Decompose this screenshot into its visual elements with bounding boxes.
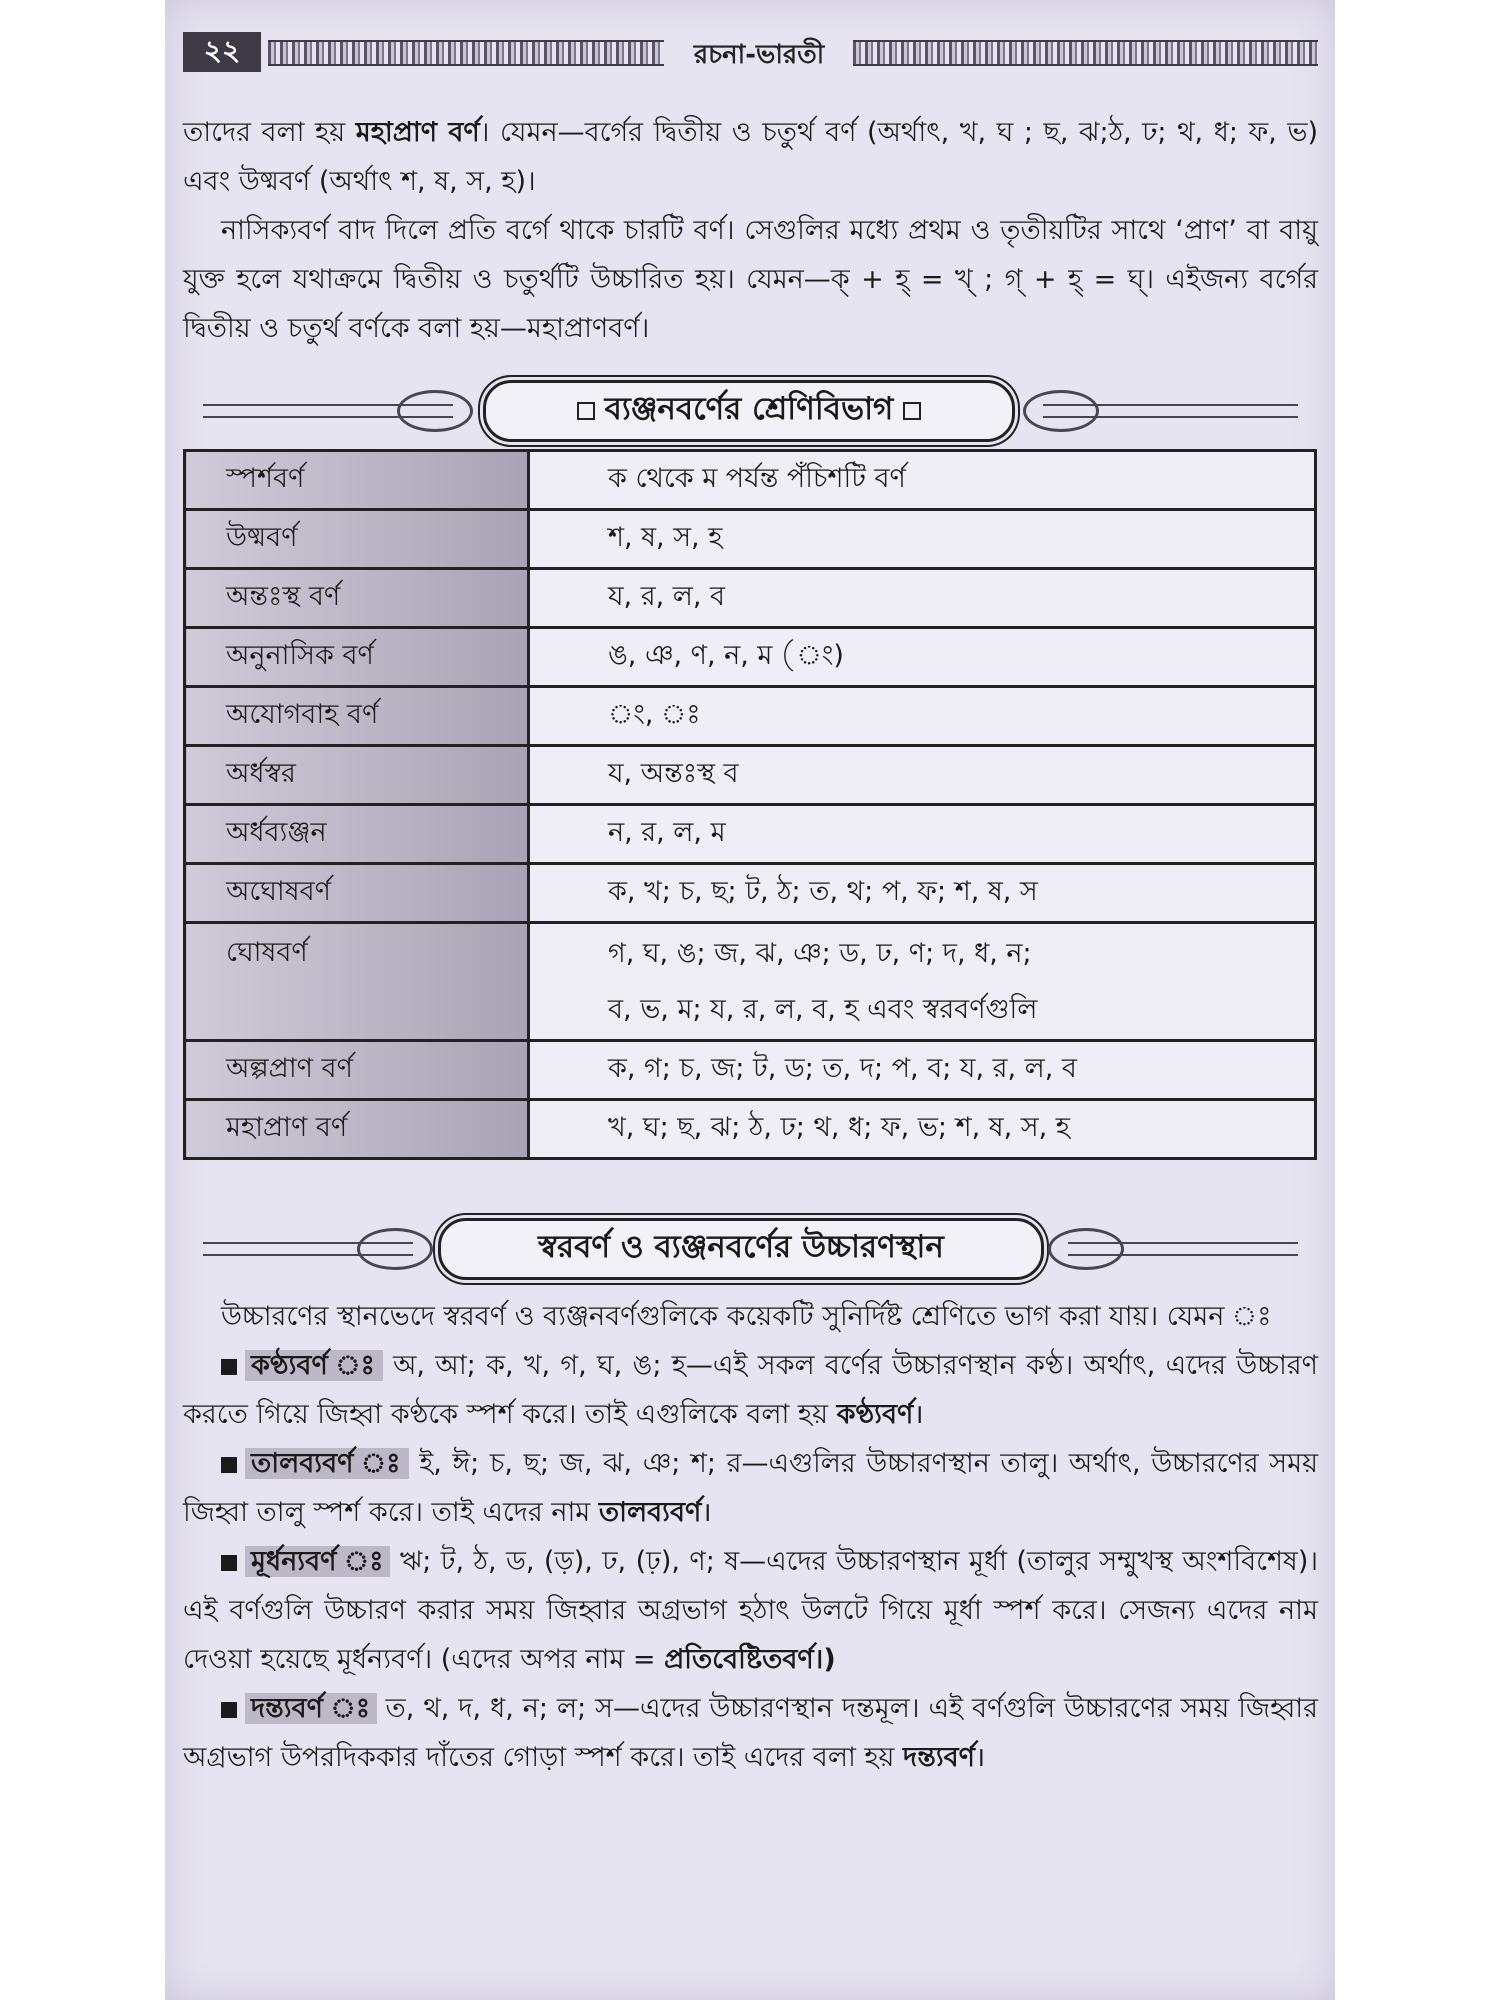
table-row — [185, 628, 1316, 687]
letters-cell: শ, ষ, স, হ — [529, 510, 1316, 569]
table-row — [185, 687, 1316, 746]
ornament-swirl-left — [203, 1242, 413, 1256]
page-header — [183, 28, 1318, 76]
letters-cell: য, র, ল, ব — [529, 569, 1316, 628]
class-name-cell: উষ্মবর্ণ — [185, 510, 529, 569]
section-heading-articulation — [183, 1216, 1318, 1280]
talabya-label: তালব্যবর্ণ ঃ — [245, 1448, 409, 1479]
letters-cell: য, অন্তঃস্থ ব — [529, 746, 1316, 805]
section-title: স্বরবর্ণ ও ব্যঞ্জনবর্ণের উচ্চারণস্থান — [538, 1229, 944, 1265]
murdhanya-paragraph: মূর্ধন্যবর্ণ ঃ ঋ; ট, ঠ, ড, (ড়), ঢ, (ঢ়), ণ; ষ—এদের উচ্চারণস্থান মূর্ধা (তালুর সম্মুখস্থ অংশবিশেষ)। এই বর্ণগুলি উচ্চারণ করার সময় জিহ্বার অগ্রভাগ হঠাৎ উলটে গিয়ে মূর্ধা স্পর্শ করে। সেজন্য এদের নাম দেওয়া হয়েছে মূর্ধন্যবর্ণ। (এদের অপর নাম = প্রতিবেষ্টিতবর্ণ।) — [183, 1546, 1319, 1675]
square-bullet-icon — [221, 1702, 237, 1718]
class-name-cell: মহাপ্রাণ বর্ণ — [185, 1100, 529, 1159]
letters-line: গ, ঘ, ঙ; জ, ঝ, ঞ; ড, ঢ, ণ; দ, ধ, ন; — [608, 937, 1032, 969]
intro-paragraph-1: তাদের বলা হয় মহাপ্রাণ বর্ণ। যেমন—বর্গের দ্বিতীয় ও চতুর্থ বর্ণ (অর্থাৎ, খ, ঘ ; ছ, ঝ;ঠ, ঢ; থ, ধ; ফ, ভ) এবং উষ্মবর্ণ (অর্থাৎ শ, ষ, স, হ)। — [183, 117, 1318, 197]
class-name-cell: অর্ধস্বর — [185, 746, 529, 805]
letters-cell: ঙ, ঞ, ণ, ন, ম (ং) — [529, 628, 1316, 687]
square-bullet-icon — [221, 1457, 237, 1473]
header-ornament-left — [268, 40, 664, 66]
header-ornament-right — [853, 40, 1318, 66]
kanthya-label: কণ্ঠ্যবর্ণ ঃ — [245, 1350, 383, 1381]
class-name-cell: ঘোষবর্ণ — [185, 923, 529, 1041]
square-bullet-icon — [577, 402, 595, 420]
murdhanya-label: মূর্ধন্যবর্ণ ঃ — [245, 1546, 390, 1577]
class-name-cell: স্পর্শবর্ণ — [185, 451, 529, 510]
square-bullet-icon — [221, 1555, 237, 1571]
letters-cell — [529, 923, 1316, 1041]
table-row — [185, 569, 1316, 628]
table-row — [185, 864, 1316, 923]
class-name-cell: অর্ধব্যঞ্জন — [185, 805, 529, 864]
square-bullet-icon — [903, 402, 921, 420]
class-name-cell: অন্তঃস্থ বর্ণ — [185, 569, 529, 628]
talabya-paragraph: তালব্যবর্ণ ঃ ই, ঈ; চ, ছ; জ, ঝ, ঞ; শ; র—এগুলির উচ্চারণস্থান তালু। অর্থাৎ, উচ্চারণের সময় জিহ্বা তালু স্পর্শ করে। তাই এদের নাম তালব্যবর্ণ। — [183, 1448, 1319, 1528]
class-name-cell: অল্পপ্রাণ বর্ণ — [185, 1041, 529, 1100]
class-name-cell: অনুনাসিক বর্ণ — [185, 628, 529, 687]
intro-text — [183, 108, 1318, 353]
book-title: রচনা-ভারতী — [693, 40, 825, 70]
table-row — [185, 1041, 1316, 1100]
letters-line: ব, ভ, ম; য, র, ল, ব, হ এবং স্বরবর্ণগুলি — [608, 993, 1038, 1025]
table-row — [185, 805, 1316, 864]
articulation-text — [183, 1292, 1318, 1782]
section-title: ব্যঞ্জনবর্ণের শ্রেণিবিভাগ — [604, 391, 894, 427]
section-heading-classification — [183, 378, 1318, 442]
letters-cell: ন, র, ল, ম — [529, 805, 1316, 864]
table-row — [185, 746, 1316, 805]
letters-cell: ক, গ; চ, জ; ট, ড; ত, দ; প, ব; য, র, ল, ব — [529, 1041, 1316, 1100]
class-name-cell: অযোগবাহ বর্ণ — [185, 687, 529, 746]
ornament-swirl-right — [1043, 404, 1298, 418]
letters-cell: খ, ঘ; ছ, ঝ; ঠ, ঢ; থ, ধ; ফ, ভ; শ, ষ, স, হ — [529, 1100, 1316, 1159]
intro-paragraph-2: নাসিক্যবর্ণ বাদ দিলে প্রতি বর্গে থাকে চারটি বর্ণ। সেগুলির মধ্যে প্রথম ও তৃতীয়টির সাথে ‘প্রাণ’ বা বায়ু যুক্ত হলে যথাক্রমে দ্বিতীয় ও চতুর্থটি উচ্চারিত হয়। যেমন—ক্ + হ্ = খ্ ; গ্ + হ্ = ঘ্। এইজন্য বর্গের দ্বিতীয় ও চতুর্থ বর্ণকে বলা হয়—মহাপ্রাণবর্ণ। — [183, 215, 1318, 344]
kanthya-paragraph: কণ্ঠ্যবর্ণ ঃ অ, আ; ক, খ, গ, ঘ, ঙ; হ—এই সকল বর্ণের উচ্চারণস্থান কণ্ঠ। অর্থাৎ, এদের উচ্চারণ করতে গিয়ে জিহ্বা কণ্ঠকে স্পর্শ করে। তাই এগুলিকে বলা হয় কণ্ঠ্যবর্ণ। — [183, 1350, 1318, 1430]
square-bullet-icon — [221, 1359, 237, 1375]
table-row — [185, 923, 1316, 1041]
letters-cell: ং, ঃ — [529, 687, 1316, 746]
table-row — [185, 1100, 1316, 1159]
letters-cell: ক, খ; চ, ছ; ট, ঠ; ত, থ; প, ফ; শ, ষ, স — [529, 864, 1316, 923]
letters-cell: ক থেকে ম পর্যন্ত পঁচিশটি বর্ণ — [529, 451, 1316, 510]
ornament-swirl-right — [1068, 1242, 1298, 1256]
book-page — [165, 0, 1335, 2000]
term-mahaprana: মহাপ্রাণ বর্ণ — [355, 117, 480, 148]
table-row — [185, 510, 1316, 569]
table-row — [185, 451, 1316, 510]
class-name-cell: অঘোষবর্ণ — [185, 864, 529, 923]
articulation-intro: উচ্চারণের স্থানভেদে স্বরবর্ণ ও ব্যঞ্জনবর্ণগুলিকে কয়েকটি সুনির্দিষ্ট শ্রেণিতে ভাগ করা যায়। যেমন ঃ — [221, 1301, 1272, 1332]
ornament-swirl-left — [203, 404, 453, 418]
dantya-paragraph: দন্ত্যবর্ণ ঃ ত, থ, দ, ধ, ন; ল; স—এদের উচ্চারণস্থান দন্তমূল। এই বর্ণগুলি উচ্চারণের সময় জিহ্বার অগ্রভাগ উপরদিককার দাঁতের গোড়া স্পর্শ করে। তাই এদের বলা হয় দন্ত্যবর্ণ। — [183, 1693, 1318, 1773]
consonant-classification-table — [183, 449, 1317, 1160]
dantya-label: দন্ত্যবর্ণ ঃ — [245, 1693, 377, 1724]
page-number: ২২ — [183, 32, 261, 72]
